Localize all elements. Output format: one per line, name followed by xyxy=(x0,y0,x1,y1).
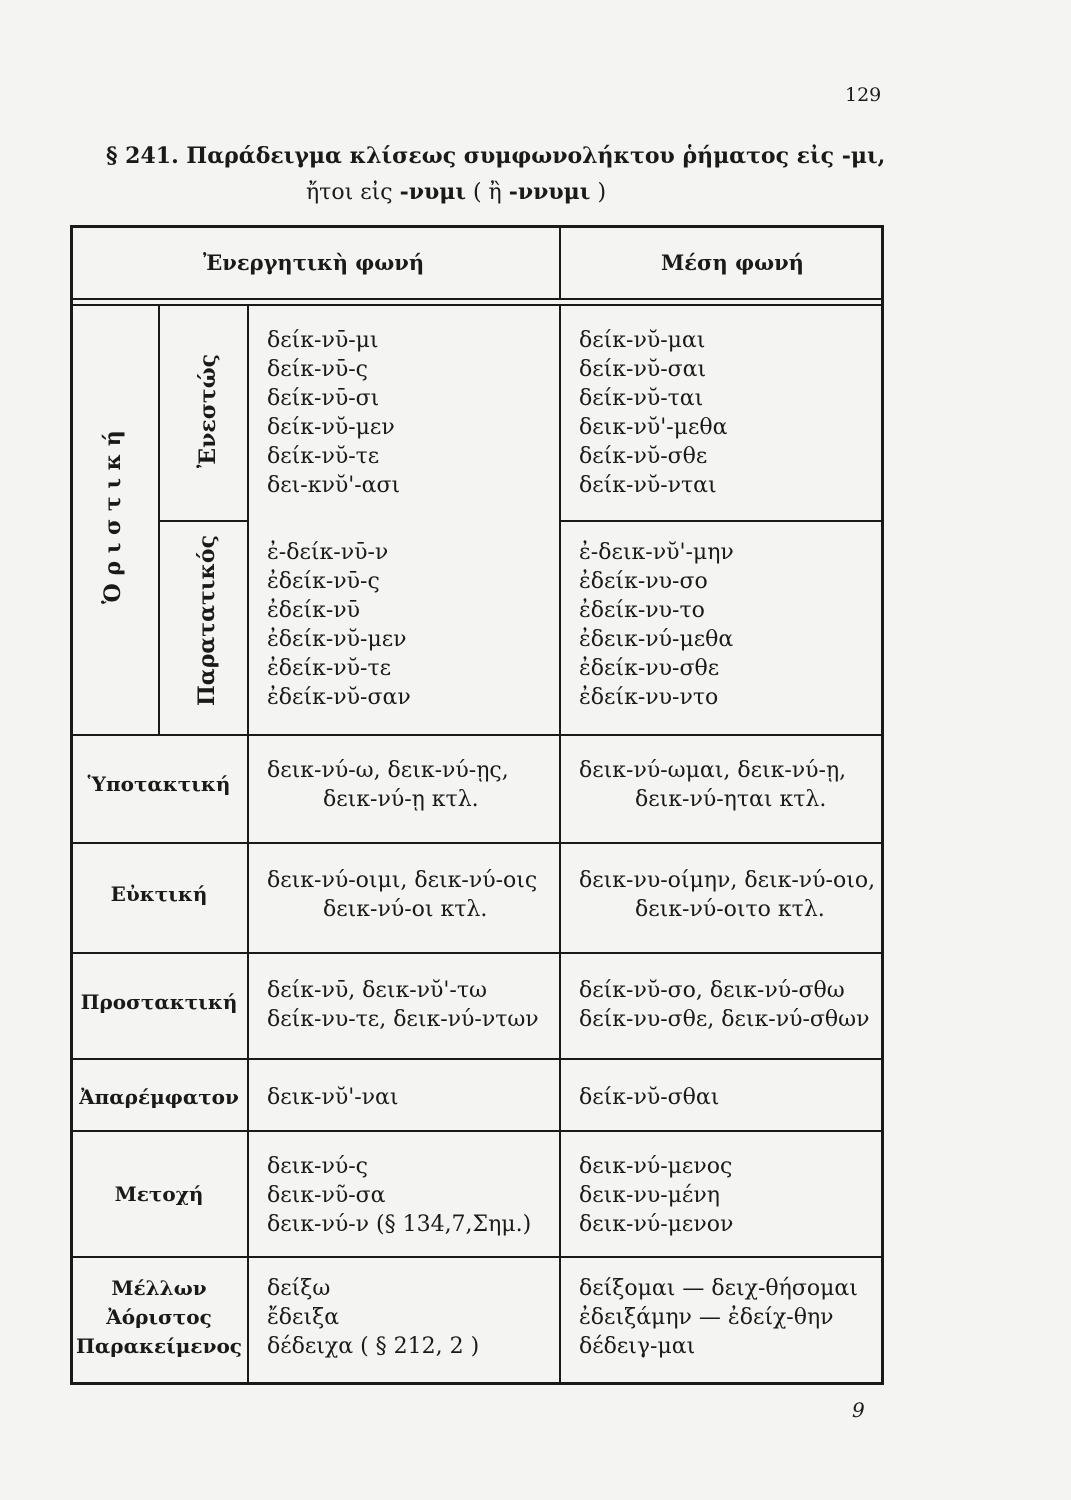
form: δεικ-νυ-μένη xyxy=(579,1183,720,1208)
heading-line2-b: -νυμι xyxy=(399,179,466,205)
optative-label: Εὐκτική xyxy=(110,882,208,906)
form: ἐδείκ-νυ-ντο xyxy=(579,685,719,710)
form: δείκ-νῠ-σο, δεικ-νύ-σθω xyxy=(579,978,845,1003)
optative-middle xyxy=(579,866,875,924)
form: δείκ-νυ-τε, δεικ-νύ-ντων xyxy=(267,1007,539,1032)
form: δεικ-νυ-οίμην, δεικ-νύ-οιο, xyxy=(579,868,876,893)
subjunctive-middle xyxy=(579,756,846,814)
form: δείκ-νυ-σθε, δεικ-νύ-σθων xyxy=(579,1007,870,1032)
tenses-middle xyxy=(579,1274,858,1361)
infinitive-label: Ἀπαρέμφατον xyxy=(79,1085,239,1109)
form: ἐδείκ-νῡ xyxy=(267,598,361,623)
form: δεικ-νῠ'-ναι xyxy=(267,1085,399,1110)
form: ἐδείκ-νῠ-σαν xyxy=(267,685,411,710)
form: δείξομαι — δειχ-θήσομαι xyxy=(579,1276,858,1301)
perfect-label: Παρακείμενος xyxy=(76,1334,242,1358)
form: ἐδείκ-νῠ-τε xyxy=(267,656,392,681)
row-rule xyxy=(73,842,881,844)
present-label: Ἐνεστώς xyxy=(195,353,221,469)
form: δείκ-νῠ-σθε xyxy=(579,444,708,469)
form: δείκ-νῠ-σθαι xyxy=(579,1085,720,1110)
imperative-middle xyxy=(579,976,870,1034)
form: ἐδεικ-νύ-μεθα xyxy=(579,627,734,652)
imperative-label: Προστακτική xyxy=(80,990,238,1014)
form: ἐδείκ-νυ-σο xyxy=(579,569,708,594)
form: δείκ-νῡ-σι xyxy=(267,386,380,411)
imperative-active xyxy=(267,976,539,1034)
form: δεικ-νῦ-σα xyxy=(267,1183,386,1208)
tenses-active xyxy=(267,1274,479,1361)
form: δείκ-νῠ-μαι xyxy=(579,328,706,353)
infinitive-middle xyxy=(579,1083,719,1112)
form: δείξω xyxy=(267,1276,331,1301)
heading-line2-c: ( ἢ xyxy=(472,180,502,205)
section-number: § 241. xyxy=(106,143,179,169)
form: δεικ-νῠ'-μεθα xyxy=(579,415,728,440)
row-rule xyxy=(73,1058,881,1060)
future-label: Μέλλων xyxy=(111,1276,207,1300)
row-rule xyxy=(73,1130,881,1132)
form: δέδειχα ( § 212, 2 ) xyxy=(267,1334,480,1359)
form: δεικ-νύ-ωμαι, δεικ-νύ-ῃ, xyxy=(579,758,847,783)
section-heading xyxy=(106,138,886,211)
form: ἐδείκ-νυ-το xyxy=(579,598,705,623)
form: ἔδειξα xyxy=(267,1305,340,1330)
participle-active xyxy=(267,1152,531,1239)
form: δεικ-νύ-ηται κτλ. xyxy=(635,787,827,812)
tenses-label xyxy=(73,1274,245,1361)
imperfect-active-forms xyxy=(267,538,411,712)
page-number: 129 xyxy=(845,84,882,106)
form: δεικ-νύ-οιτο κτλ. xyxy=(635,897,825,922)
form: δείκ-νῠ-νται xyxy=(579,473,717,498)
indicative-divider xyxy=(158,304,160,734)
footer-number: 9 xyxy=(852,1398,865,1422)
form: δείκ-νῠ-ται xyxy=(579,386,704,411)
column-header-active: Ἐνεργητικὴ φωνή xyxy=(203,250,425,275)
column-header-middle: Μέση φωνή xyxy=(661,250,804,275)
form: ἐδείκ-νῡ-ς xyxy=(267,569,380,594)
heading-line2-a: ἤτοι εἰς xyxy=(306,180,393,205)
conjugation-table xyxy=(70,225,884,1385)
form: δεικ-νύ-ς xyxy=(267,1154,368,1179)
row-rule xyxy=(73,1256,881,1258)
imperfect-middle-forms xyxy=(579,538,734,712)
form: δείκ-νῡ-μι xyxy=(267,328,379,353)
form: δεικ-νύ-ν (§ 134,7,Σημ.) xyxy=(267,1212,532,1237)
form: δεικ-νύ-μενον xyxy=(579,1212,734,1237)
form: δείκ-νῡ, δεικ-νῠ'-τω xyxy=(267,978,487,1003)
form: δεικ-νύ-οι κτλ. xyxy=(323,897,488,922)
subjunctive-active xyxy=(267,756,509,814)
imperfect-label: Παρατατικός xyxy=(194,534,220,706)
form: ἐ-δεικ-νῠ'-μην xyxy=(579,540,734,565)
header-rule-2 xyxy=(73,304,881,306)
form: δεικ-νύ-μενος xyxy=(579,1154,733,1179)
infinitive-active xyxy=(267,1083,399,1112)
header-divider xyxy=(559,228,561,298)
participle-middle xyxy=(579,1152,733,1239)
form: ἐδείκ-νυ-σθε xyxy=(579,656,720,681)
form: δεικ-νύ-οιμι, δεικ-νύ-οις xyxy=(267,868,538,893)
form: ἐ-δείκ-νῡ-ν xyxy=(267,540,389,565)
optative-active xyxy=(267,866,537,924)
row-rule xyxy=(73,734,881,736)
form: δέδειγ-μαι xyxy=(579,1334,696,1359)
present-active-forms xyxy=(267,326,400,500)
participle-label: Μετοχή xyxy=(114,1182,204,1206)
row-rule xyxy=(73,952,881,954)
aorist-label: Ἀόριστος xyxy=(106,1305,212,1329)
heading-line2-d: -ννυμι xyxy=(508,179,591,205)
heading-line1: Παράδειγμα κλίσεως συμφωνολήκτου ῥήματος εἰς -μι, xyxy=(186,143,886,169)
form: δείκ-νῠ-σαι xyxy=(579,357,707,382)
header-rule-1 xyxy=(73,298,881,300)
subjunctive-label: Ὑποτακτική xyxy=(87,772,231,796)
heading-line2-e: ) xyxy=(597,180,607,205)
form: δει-κνῠ'-ασι xyxy=(267,473,401,498)
form: ἐδειξάμην — ἐδείχ-θην xyxy=(579,1305,834,1330)
form: ἐδείκ-νῠ-μεν xyxy=(267,627,407,652)
indicative-label: Ὁ ρ ι σ τ ι κ ή xyxy=(100,430,126,604)
form: δείκ-νῠ-μεν xyxy=(267,415,395,440)
form: δείκ-νῡ-ς xyxy=(267,357,368,382)
tense-divider-middle xyxy=(559,520,881,522)
present-middle-forms xyxy=(579,326,727,500)
tense-divider-label xyxy=(158,520,249,522)
form: δεικ-νύ-ῃ κτλ. xyxy=(323,787,479,812)
form: δεικ-νύ-ω, δεικ-νύ-ῃς, xyxy=(267,758,509,783)
form: δείκ-νῠ-τε xyxy=(267,444,380,469)
